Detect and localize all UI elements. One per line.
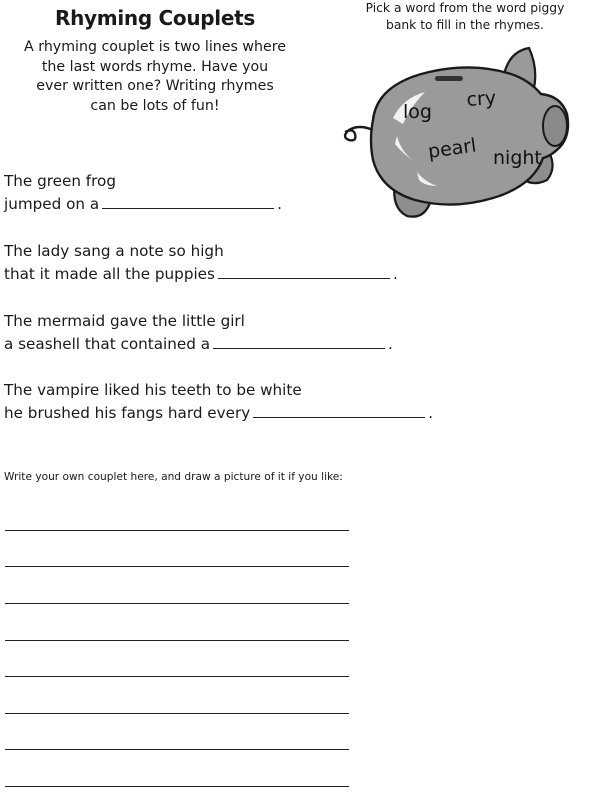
couplet-1	[4, 170, 282, 215]
couplet-line-2-text: jumped on a	[4, 194, 100, 213]
piggy-tail-icon	[345, 127, 373, 140]
writing-line[interactable]	[5, 530, 349, 531]
instruction-line: Pick a word from the word piggy	[365, 1, 565, 15]
intro-line: the last words rhyme. Have you	[41, 58, 269, 75]
word-bank-instructions	[334, 0, 596, 34]
couplet-line-1: The lady sang a note so high	[4, 242, 224, 260]
writing-line[interactable]	[5, 713, 349, 714]
couplet-line-2	[4, 333, 393, 356]
answer-blank[interactable]	[213, 336, 385, 349]
couplet-line-1: The vampire liked his teeth to be white	[4, 381, 302, 399]
word-bank-word: cry	[465, 86, 497, 111]
couplet-end-punct: .	[428, 403, 434, 422]
answer-blank[interactable]	[218, 266, 390, 279]
intro-paragraph	[0, 38, 310, 116]
writing-line[interactable]	[5, 640, 349, 641]
word-bank-word: log	[403, 101, 432, 123]
word-bank-word: night	[493, 147, 542, 169]
writing-line[interactable]	[5, 676, 349, 677]
couplet-line-1: The mermaid gave the little girl	[4, 312, 245, 330]
instruction-line: bank to fill in the rhymes.	[386, 18, 544, 32]
writing-line[interactable]	[5, 786, 349, 787]
writing-line[interactable]	[5, 566, 349, 567]
couplet-4	[4, 379, 433, 424]
couplet-line-2	[4, 193, 282, 216]
couplet-line-2	[4, 263, 398, 286]
couplet-3	[4, 310, 393, 355]
worksheet-title: Rhyming Couplets	[55, 6, 255, 30]
couplet-end-punct: .	[277, 194, 282, 213]
couplet-end-punct: .	[392, 264, 398, 283]
piggy-snout-icon	[543, 106, 567, 146]
answer-blank[interactable]	[253, 405, 425, 418]
word-bank-word: pearl	[426, 134, 478, 163]
couplet-line-2-text: that it made all the puppies	[4, 264, 215, 283]
answer-blank[interactable]	[102, 196, 274, 209]
piggy-bank-illustration	[333, 40, 579, 240]
couplet-line-2	[4, 402, 433, 425]
couplet-end-punct: .	[388, 334, 393, 353]
writing-line[interactable]	[5, 749, 349, 750]
intro-line: ever written one? Writing rhymes	[36, 78, 274, 94]
intro-line: A rhyming couplet is two lines where	[24, 39, 286, 55]
own-couplet-prompt: Write your own couplet here, and draw a picture of it if you like:	[4, 471, 343, 483]
writing-line[interactable]	[5, 603, 349, 604]
couplet-line-2-text: a seashell that contained a	[4, 334, 211, 353]
couplet-line-2-text: he brushed his fangs hard every	[4, 403, 251, 422]
couplet-2	[4, 240, 398, 285]
coin-slot-icon	[435, 76, 463, 81]
couplet-line-1: The green frog	[4, 172, 116, 190]
intro-line: can be lots of fun!	[90, 97, 220, 114]
